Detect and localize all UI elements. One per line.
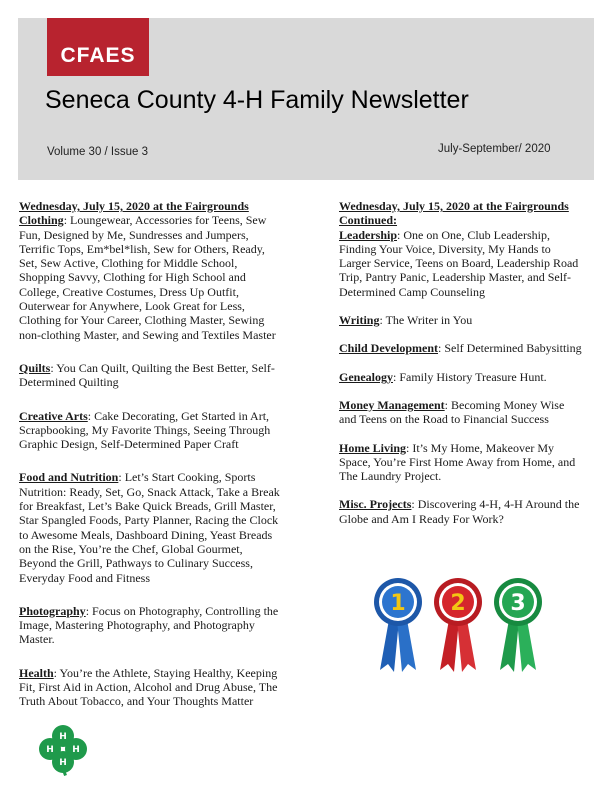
date-range: July-September/ 2020: [438, 143, 551, 155]
section-money-management: [339, 398, 583, 427]
section-genealogy: [339, 370, 583, 384]
svg-text:H: H: [59, 732, 67, 742]
ribbon-third-place: [494, 578, 542, 672]
section-label: Creative Arts: [19, 408, 88, 423]
section-text: : Self Determined Babysitting: [438, 341, 582, 356]
section-text: : Family History Treasure Hunt.: [393, 369, 547, 384]
section-text: : Let’s Start Cooking, Sports Nutrition: Ready, Set, Go, Snack Attack, Take a Break for Breakfast, Let’s Bake Quick Breads, Grill Master, Star Spangled Foods, Party Planner, Racing the Clock to Awesome Meals, Dashboard Dining, Yeast Breads on the Rise, You’re the Chef, Global Gourmet, Beyond the Grill, Pathways to Culinary Success, Everyday Food and Fitness: [19, 470, 280, 585]
ribbon-number: 3: [510, 591, 526, 616]
section-quilts: [19, 361, 281, 390]
svg-text:H: H: [72, 745, 80, 755]
section-leadership: [339, 228, 583, 299]
event-heading: Wednesday, July 15, 2020 at the Fairgrounds: [19, 199, 249, 213]
volume-issue: Volume 30 / Issue 3: [47, 146, 149, 158]
section-text: : You Can Quilt, Quilting the Best Better, Self-Determined Quilting: [19, 360, 275, 390]
section-text: : It’s My Home, Makeover My Space, You’re First Home Away from Home, and The Laundry Project.: [339, 440, 576, 484]
section-event-heading: [19, 199, 281, 213]
section-text: : Discovering 4-H, 4-H Around the Globe and Am I Ready For Work?: [339, 497, 580, 526]
section-label: Home Living: [339, 440, 407, 455]
section-label: Child Development: [339, 341, 438, 356]
section-creative-arts: [19, 409, 281, 452]
section-label: Genealogy: [339, 369, 393, 384]
page-title: Seneca County 4-H Family Newsletter: [45, 86, 469, 114]
section-food-nutrition: [19, 470, 281, 584]
section-writing: [339, 313, 583, 327]
section-event-heading-continued: [339, 199, 583, 228]
ribbon-number: 1: [390, 591, 406, 616]
section-misc-projects: [339, 497, 583, 526]
section-label: Misc. Projects: [339, 497, 412, 512]
section-text: : Loungewear, Accessories for Teens, Sew Fun, Designed by Me, Sundresses and Jumpers, Terrific Tops, Em*bel*lish, Sew for Others, Ready, Set, Sew Active, Clothing for Middle School, Shopping Savvy, Clothing for High School and College, Creative Costumes, Dress Up Outfit, Outerwear for Anywhere, Look Great for Less, Clothing for Your Career, Clothing Master, Sewing non-clothing Master, and Sewing and Textiles Master: [19, 213, 276, 342]
section-text: : Focus on Photography, Controlling the Image, Mastering Photography, and Photography Master.: [19, 603, 279, 647]
svg-text:H: H: [46, 745, 54, 755]
award-ribbons-image: [368, 574, 548, 674]
section-text: : The Writer in You: [379, 313, 473, 328]
section-text: : You’re the Athlete, Staying Healthy, Keeping Fit, First Aid in Action, Alcohol and Drug Abuse, The Truth About Tobacco, and Your Thoughts Matter: [19, 665, 278, 709]
section-label: Health: [19, 665, 54, 680]
left-column: [19, 199, 281, 709]
section-home-living: [339, 441, 583, 484]
section-text: : Becoming Money Wise and Teens on the Road to Financial Success: [339, 397, 565, 427]
ribbon-second-place: [434, 578, 482, 672]
right-column: [339, 199, 583, 526]
section-text: : Cake Decorating, Get Started in Art, Scrapbooking, My Favorite Things, Seeing Through Graphic Design, Self-Determined Paper Craft: [19, 408, 271, 452]
section-label: Quilts: [19, 360, 51, 375]
section-text: : One on One, Club Leadership, Finding Your Voice, Diversity, My Hands to Larger Service, Teens on Board, Leadership Road Trip, Pantry Panic, Leadership Master, and Self-Determined Camp Counseling: [339, 227, 579, 299]
section-clothing: [19, 213, 281, 342]
section-child-development: [339, 341, 583, 355]
section-health: [19, 666, 281, 709]
ribbon-first-place: [374, 578, 422, 672]
section-label: Leadership: [339, 227, 398, 242]
section-label: Writing: [339, 313, 380, 328]
section-label: Photography: [19, 603, 86, 618]
ribbon-number: 2: [450, 591, 466, 616]
section-label: Clothing: [19, 213, 64, 228]
section-label: Money Management: [339, 397, 445, 412]
clover-logo: [36, 722, 90, 776]
section-photography: [19, 604, 281, 647]
svg-text:H: H: [59, 758, 67, 768]
cfaes-logo: CFAES: [47, 18, 149, 76]
section-label: Food and Nutrition: [19, 470, 119, 485]
event-heading: Wednesday, July 15, 2020 at the Fairgrounds Continued:: [339, 199, 569, 228]
